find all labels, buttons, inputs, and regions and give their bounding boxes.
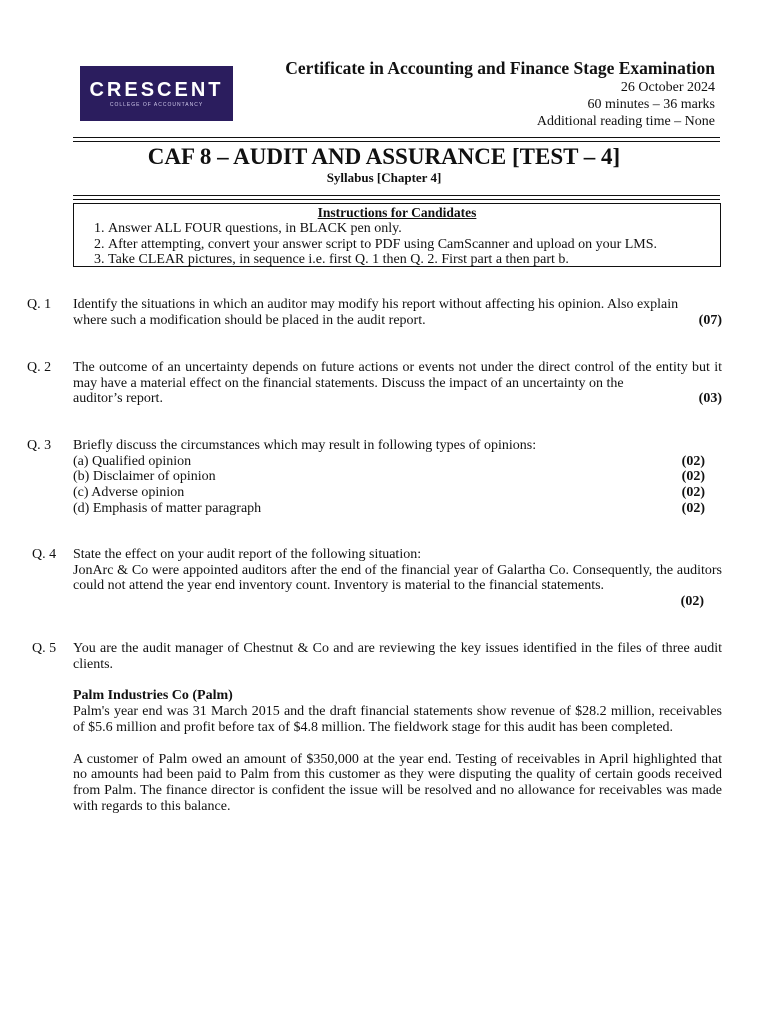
instruction-item: 2. After attempting, convert your answer script to PDF using CamScanner and upload on your LMS.: [108, 237, 720, 253]
question-2-text: The outcome of an uncertainty depends on future actions or events not under the direct control of the entity but it may have a material effect on the financial statements. Discuss the impact of an uncertainty on the: [73, 360, 722, 391]
syllabus-label: Syllabus [Chapter 4]: [326, 170, 442, 185]
question-3-part: (c) Adverse opinion (02): [73, 485, 705, 501]
question-4-marks: (02): [680, 594, 704, 610]
question-4-text: JonArc & Co were appointed auditors after the end of the financial year of Galartha Co. Consequently, the auditors could not attend the year end inventory count. Inventory is material to the financial statements.: [73, 562, 722, 594]
college-logo: [80, 66, 233, 121]
question-3-part: (d) Emphasis of matter paragraph (02): [73, 500, 705, 516]
question-5-paragraph-2: A customer of Palm owed an amount of $350,000 at the year end. Testing of receivables in April highlighted that no amounts had been paid to Palm from this customer as they were disputing the quality of certain goods received from Palm. The finance director is confident the issue will be resolved and no allowance for receivables was made with regards to this balance.: [73, 751, 722, 814]
question-number-4: Q. 4: [32, 547, 57, 562]
divider-mid-1: [73, 195, 720, 196]
question-5-intro: You are the audit manager of Chestnut & Co and are reviewing the key issues identified in the files of three audit clients.: [73, 641, 722, 672]
instructions-list: [74, 221, 720, 268]
question-1-line1: Identify the situations in which an auditor may modify his report without affecting his opinion. Also explain: [73, 297, 679, 312]
instruction-item: 1. Answer ALL FOUR questions, in BLACK pen only.: [108, 221, 720, 237]
question-3-part: (a) Qualified opinion (02): [73, 453, 705, 469]
exam-date: 26 October 2024: [620, 80, 715, 95]
exam-duration: 60 minutes – 36 marks: [587, 97, 715, 112]
question-5: [73, 641, 722, 830]
question-1-marks: (07): [698, 312, 722, 328]
question-3-intro: Briefly discuss the circumstances which may result in following types of opinions:: [73, 438, 537, 453]
instructions-box: [73, 203, 721, 267]
question-5-paragraph-1: Palm's year end was 31 March 2015 and the draft financial statements show revenue of $28.2 million, receivables of $5.6 million and profit before tax of $4.8 million. The fieldwork stage for this audit has been completed.: [73, 704, 722, 735]
question-number-1: Q. 1: [27, 297, 52, 312]
question-number-3: Q. 3: [27, 438, 52, 453]
exam-header: [285, 57, 715, 130]
question-3-part: (b) Disclaimer of opinion (02): [73, 469, 705, 485]
question-1-line2: where such a modification should be placed in the audit report.: [73, 312, 426, 328]
question-2-last-line: auditor’s report.: [73, 391, 163, 407]
question-number-2: Q. 2: [27, 360, 52, 375]
instructions-heading: Instructions for Candidates: [317, 205, 477, 220]
divider-top-1: [73, 137, 720, 138]
divider-mid-2: [73, 199, 720, 200]
question-2-marks: (03): [698, 391, 722, 407]
question-5-subheading: Palm Industries Co (Palm): [73, 688, 233, 704]
exam-title: Certificate in Accounting and Finance Stage Examination: [285, 58, 715, 78]
question-1: [73, 297, 722, 328]
question-4: [73, 547, 722, 610]
instruction-item: 3. Take CLEAR pictures, in sequence i.e. first Q. 1 then Q. 2. First part a then part b.: [108, 252, 720, 268]
divider-top-2: [73, 141, 720, 142]
question-2: [73, 360, 722, 407]
page-title: CAF 8 – AUDIT AND ASSURANCE [TEST – 4]: [147, 144, 621, 169]
question-number-5: Q. 5: [32, 641, 57, 656]
logo-name: CRESCENT: [89, 78, 224, 101]
question-3: [73, 438, 705, 517]
question-4-intro: State the effect on your audit report of the following situation:: [73, 547, 422, 562]
logo-tagline: COLLEGE OF ACCOUNTANCY: [109, 101, 204, 108]
exam-reading-time: Additional reading time – None: [536, 114, 715, 129]
